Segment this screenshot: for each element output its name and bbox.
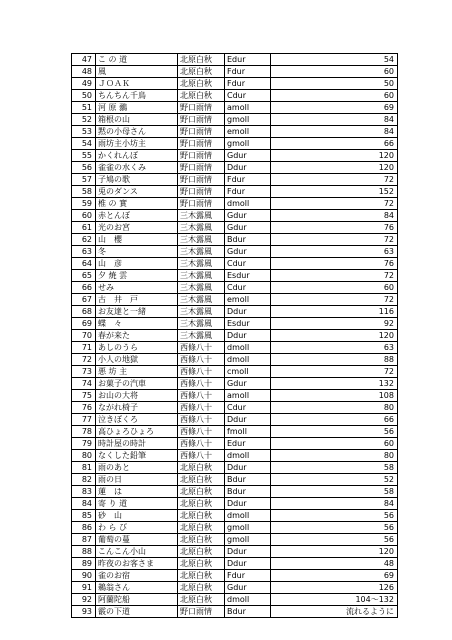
table-row [72, 522, 398, 534]
tempo-cell: 63 [271, 246, 398, 258]
song-title-cell: 悪 坊 主 [96, 366, 178, 378]
tempo-cell: 56 [271, 522, 398, 534]
table-row [72, 402, 398, 414]
song-title-cell: 光のお宮 [96, 222, 178, 234]
table-row [72, 294, 398, 306]
song-key-cell: Ddur [225, 558, 271, 570]
song-title-cell: 蓮 は [96, 486, 178, 498]
song-key-cell: Gdur [225, 582, 271, 594]
song-title-cell: お山の大将 [96, 390, 178, 402]
song-title-cell: 昨夜のお客さま [96, 558, 178, 570]
song-number-cell: 93 [72, 606, 96, 618]
lyricist-cell: 北原白秋 [178, 498, 225, 510]
song-number-cell: 58 [72, 186, 96, 198]
song-number-cell: 50 [72, 90, 96, 102]
song-number-cell: 57 [72, 174, 96, 186]
song-title-cell: 高ひょろひょろ [96, 426, 178, 438]
song-title-cell: ＪＯＡＫ [96, 78, 178, 90]
lyricist-cell: 北原白秋 [178, 462, 225, 474]
song-title-cell: 雨の日 [96, 474, 178, 486]
song-key-cell: Cdur [225, 258, 271, 270]
lyricist-cell: 北原白秋 [178, 546, 225, 558]
song-number-cell: 74 [72, 378, 96, 390]
song-key-cell: Edur [225, 438, 271, 450]
tempo-cell: 56 [271, 510, 398, 522]
song-key-cell: dmoll [225, 450, 271, 462]
song-title-cell: せみ [96, 282, 178, 294]
lyricist-cell: 野口雨情 [178, 186, 225, 198]
song-title-cell: 雀雀の水くみ [96, 162, 178, 174]
lyricist-cell: 北原白秋 [178, 582, 225, 594]
table-row [72, 342, 398, 354]
lyricist-cell: 三木露風 [178, 258, 225, 270]
song-number-cell: 84 [72, 498, 96, 510]
song-number-cell: 61 [72, 222, 96, 234]
song-title-cell: 雀のお宿 [96, 570, 178, 582]
table-row [72, 162, 398, 174]
lyricist-cell: 三木露風 [178, 246, 225, 258]
table-row [72, 126, 398, 138]
tempo-cell: 120 [271, 150, 398, 162]
song-number-cell: 51 [72, 102, 96, 114]
tempo-cell: 92 [271, 318, 398, 330]
tempo-cell: 108 [271, 390, 398, 402]
song-title-cell: こんこん小山 [96, 546, 178, 558]
song-number-cell: 67 [72, 294, 96, 306]
lyricist-cell: 野口雨情 [178, 150, 225, 162]
song-number-cell: 89 [72, 558, 96, 570]
song-number-cell: 78 [72, 426, 96, 438]
song-title-cell: こ の 道 [96, 54, 178, 66]
song-key-cell: amoll [225, 102, 271, 114]
song-title-cell: 雨のあと [96, 462, 178, 474]
lyricist-cell: 北原白秋 [178, 474, 225, 486]
song-number-cell: 82 [72, 474, 96, 486]
song-title-cell: 黙の小母さん [96, 126, 178, 138]
song-number-cell: 56 [72, 162, 96, 174]
tempo-cell: 72 [271, 270, 398, 282]
song-title-cell: なくした鉛筆 [96, 450, 178, 462]
song-title-cell: 山 彦 [96, 258, 178, 270]
song-number-cell: 88 [72, 546, 96, 558]
song-title-cell: 箱根の山 [96, 114, 178, 126]
song-key-cell: gmoll [225, 534, 271, 546]
table-row [72, 426, 398, 438]
song-title-cell: 赤とんぼ [96, 210, 178, 222]
table-row [72, 330, 398, 342]
song-title-cell: 鵜翁さん [96, 582, 178, 594]
lyricist-cell: 西條八十 [178, 402, 225, 414]
table-row [72, 246, 398, 258]
song-key-cell: Gdur [225, 150, 271, 162]
table-row [72, 90, 398, 102]
table-row [72, 366, 398, 378]
song-number-cell: 69 [72, 318, 96, 330]
table-row [72, 258, 398, 270]
tempo-cell: 60 [271, 90, 398, 102]
table-row [72, 186, 398, 198]
table-row [72, 390, 398, 402]
tempo-cell: 72 [271, 234, 398, 246]
song-key-cell: emoll [225, 126, 271, 138]
tempo-cell: 66 [271, 414, 398, 426]
song-key-cell: cmoll [225, 366, 271, 378]
lyricist-cell: 北原白秋 [178, 534, 225, 546]
song-number-cell: 65 [72, 270, 96, 282]
song-title-cell: 春が来た [96, 330, 178, 342]
song-key-cell: Gdur [225, 222, 271, 234]
lyricist-cell: 北原白秋 [178, 78, 225, 90]
lyricist-cell: 西條八十 [178, 366, 225, 378]
tempo-cell: 54 [271, 54, 398, 66]
song-key-cell: Bdur [225, 474, 271, 486]
lyricist-cell: 北原白秋 [178, 66, 225, 78]
song-number-cell: 77 [72, 414, 96, 426]
song-key-cell: gmoll [225, 138, 271, 150]
tempo-cell: 56 [271, 426, 398, 438]
table-row [72, 102, 398, 114]
song-number-cell: 83 [72, 486, 96, 498]
song-key-cell: dmoll [225, 198, 271, 210]
table-row [72, 318, 398, 330]
lyricist-cell: 野口雨情 [178, 138, 225, 150]
table-row [72, 450, 398, 462]
table-row [72, 570, 398, 582]
lyricist-cell: 北原白秋 [178, 510, 225, 522]
tempo-cell: 104～132 [271, 594, 398, 606]
lyricist-cell: 野口雨情 [178, 606, 225, 618]
song-title-cell: 河 原 鶸 [96, 102, 178, 114]
song-number-cell: 53 [72, 126, 96, 138]
song-title-cell: 砂 山 [96, 510, 178, 522]
tempo-cell: 80 [271, 402, 398, 414]
table-row [72, 474, 398, 486]
song-title-cell: 山 櫻 [96, 234, 178, 246]
song-number-cell: 71 [72, 342, 96, 354]
tempo-cell: 80 [271, 450, 398, 462]
tempo-cell: 84 [271, 114, 398, 126]
song-title-cell: 古 井 戸 [96, 294, 178, 306]
song-number-cell: 49 [72, 78, 96, 90]
tempo-cell: 76 [271, 258, 398, 270]
song-key-cell: dmoll [225, 354, 271, 366]
tempo-cell: 69 [271, 102, 398, 114]
song-key-cell: Cdur [225, 282, 271, 294]
tempo-cell: 132 [271, 378, 398, 390]
table-row [72, 78, 398, 90]
song-number-cell: 63 [72, 246, 96, 258]
song-title-cell: 雨坊主小坊主 [96, 138, 178, 150]
tempo-cell: 66 [271, 138, 398, 150]
song-number-cell: 54 [72, 138, 96, 150]
lyricist-cell: 野口雨情 [178, 114, 225, 126]
song-title-cell: お友達と一緒 [96, 306, 178, 318]
tempo-cell: 72 [271, 294, 398, 306]
lyricist-cell: 三木露風 [178, 306, 225, 318]
table-row [72, 498, 398, 510]
song-key-cell: Esdur [225, 270, 271, 282]
song-title-cell: あしのうら [96, 342, 178, 354]
tempo-cell: 63 [271, 342, 398, 354]
tempo-cell: 120 [271, 546, 398, 558]
song-number-cell: 47 [72, 54, 96, 66]
song-number-cell: 70 [72, 330, 96, 342]
table-row [72, 438, 398, 450]
table-row [72, 414, 398, 426]
lyricist-cell: 三木露風 [178, 318, 225, 330]
lyricist-cell: 西條八十 [178, 438, 225, 450]
song-key-cell: Ddur [225, 462, 271, 474]
song-number-cell: 64 [72, 258, 96, 270]
table-row [72, 198, 398, 210]
lyricist-cell: 北原白秋 [178, 54, 225, 66]
song-key-cell: Gdur [225, 246, 271, 258]
song-title-cell: 夕 焼 雲 [96, 270, 178, 282]
tempo-cell: 58 [271, 486, 398, 498]
tempo-cell: 72 [271, 198, 398, 210]
tempo-cell: 流れるように [271, 606, 398, 618]
lyricist-cell: 北原白秋 [178, 522, 225, 534]
lyricist-cell: 北原白秋 [178, 558, 225, 570]
song-title-cell: 冬 [96, 246, 178, 258]
table-row [72, 558, 398, 570]
lyricist-cell: 三木露風 [178, 222, 225, 234]
song-key-cell: Ddur [225, 414, 271, 426]
lyricist-cell: 北原白秋 [178, 486, 225, 498]
song-number-cell: 75 [72, 390, 96, 402]
song-title-cell: かくれんぼ [96, 150, 178, 162]
tempo-cell: 116 [271, 306, 398, 318]
table-row [72, 210, 398, 222]
lyricist-cell: 西條八十 [178, 390, 225, 402]
tempo-cell: 60 [271, 66, 398, 78]
song-title-cell: 風 [96, 66, 178, 78]
song-number-cell: 52 [72, 114, 96, 126]
table-row [72, 378, 398, 390]
song-number-cell: 48 [72, 66, 96, 78]
tempo-cell: 84 [271, 210, 398, 222]
lyricist-cell: 三木露風 [178, 270, 225, 282]
table-row [72, 306, 398, 318]
song-key-cell: Fdur [225, 78, 271, 90]
lyricist-cell: 野口雨情 [178, 198, 225, 210]
song-number-cell: 72 [72, 354, 96, 366]
lyricist-cell: 三木露風 [178, 282, 225, 294]
song-key-cell: Fdur [225, 570, 271, 582]
song-key-cell: Ddur [225, 498, 271, 510]
song-title-cell: ながれ椅子 [96, 402, 178, 414]
song-title-cell: 葡萄の蔓 [96, 534, 178, 546]
table-row [72, 270, 398, 282]
lyricist-cell: 野口雨情 [178, 162, 225, 174]
song-title-cell: 寄 り 道 [96, 498, 178, 510]
tempo-cell: 48 [271, 558, 398, 570]
song-number-cell: 90 [72, 570, 96, 582]
song-number-cell: 81 [72, 462, 96, 474]
tempo-cell: 69 [271, 570, 398, 582]
song-number-cell: 68 [72, 306, 96, 318]
table-row [72, 234, 398, 246]
table-row [72, 282, 398, 294]
song-key-cell: Cdur [225, 402, 271, 414]
song-number-cell: 85 [72, 510, 96, 522]
song-title-cell: わ ら び [96, 522, 178, 534]
song-title-cell: 椎 の 實 [96, 198, 178, 210]
lyricist-cell: 北原白秋 [178, 90, 225, 102]
song-title-cell: 小人の地獄 [96, 354, 178, 366]
song-key-cell: Edur [225, 54, 271, 66]
tempo-cell: 60 [271, 282, 398, 294]
tempo-cell: 72 [271, 366, 398, 378]
song-number-cell: 91 [72, 582, 96, 594]
tempo-cell: 84 [271, 498, 398, 510]
song-title-cell: 阿蘭陀船 [96, 594, 178, 606]
song-number-cell: 76 [72, 402, 96, 414]
song-title-cell: 子鳩の歌 [96, 174, 178, 186]
tempo-cell: 72 [271, 174, 398, 186]
song-key-cell: Fdur [225, 174, 271, 186]
tempo-cell: 84 [271, 126, 398, 138]
lyricist-cell: 西條八十 [178, 354, 225, 366]
song-key-cell: Bdur [225, 486, 271, 498]
table-row [72, 354, 398, 366]
lyricist-cell: 野口雨情 [178, 174, 225, 186]
tempo-cell: 120 [271, 162, 398, 174]
tempo-cell: 126 [271, 582, 398, 594]
table-row [72, 174, 398, 186]
song-title-cell: お菓子の汽車 [96, 378, 178, 390]
song-title-cell: 兎のダンス [96, 186, 178, 198]
song-key-cell: Gdur [225, 210, 271, 222]
song-number-cell: 62 [72, 234, 96, 246]
song-key-cell: gmoll [225, 114, 271, 126]
table-row [72, 534, 398, 546]
table-row [72, 54, 398, 66]
tempo-cell: 60 [271, 438, 398, 450]
table-row [72, 582, 398, 594]
song-key-cell: Fdur [225, 186, 271, 198]
table-row [72, 510, 398, 522]
song-key-cell: Ddur [225, 546, 271, 558]
song-number-cell: 59 [72, 198, 96, 210]
song-number-cell: 73 [72, 366, 96, 378]
lyricist-cell: 西條八十 [178, 378, 225, 390]
tempo-cell: 88 [271, 354, 398, 366]
tempo-cell: 52 [271, 474, 398, 486]
song-key-cell: Fdur [225, 66, 271, 78]
song-number-cell: 86 [72, 522, 96, 534]
song-key-cell: Bdur [225, 606, 271, 618]
lyricist-cell: 西條八十 [178, 426, 225, 438]
song-rows [72, 54, 398, 618]
song-table [71, 53, 398, 618]
table-row [72, 222, 398, 234]
lyricist-cell: 野口雨情 [178, 126, 225, 138]
lyricist-cell: 西條八十 [178, 450, 225, 462]
tempo-cell: 120 [271, 330, 398, 342]
song-key-cell: Bdur [225, 234, 271, 246]
lyricist-cell: 三木露風 [178, 294, 225, 306]
table-row [72, 606, 398, 618]
tempo-cell: 152 [271, 186, 398, 198]
table-row [72, 462, 398, 474]
lyricist-cell: 三木露風 [178, 330, 225, 342]
lyricist-cell: 西條八十 [178, 414, 225, 426]
song-title-cell: 霰の下道 [96, 606, 178, 618]
table-row [72, 114, 398, 126]
song-key-cell: dmoll [225, 510, 271, 522]
song-title-cell: 蝶 々 [96, 318, 178, 330]
tempo-cell: 76 [271, 222, 398, 234]
song-key-cell: fmoll [225, 426, 271, 438]
song-key-cell: Ddur [225, 330, 271, 342]
song-number-cell: 60 [72, 210, 96, 222]
lyricist-cell: 三木露風 [178, 210, 225, 222]
song-title-cell: 泣きぼくろ [96, 414, 178, 426]
tempo-cell: 58 [271, 462, 398, 474]
table-row [72, 66, 398, 78]
song-number-cell: 80 [72, 450, 96, 462]
song-key-cell: Cdur [225, 90, 271, 102]
song-key-cell: Ddur [225, 162, 271, 174]
lyricist-cell: 北原白秋 [178, 594, 225, 606]
song-key-cell: Gdur [225, 378, 271, 390]
tempo-cell: 50 [271, 78, 398, 90]
song-key-cell: amoll [225, 390, 271, 402]
song-key-cell: Ddur [225, 306, 271, 318]
song-key-cell: emoll [225, 294, 271, 306]
table-row [72, 546, 398, 558]
song-key-cell: dmoll [225, 594, 271, 606]
song-key-cell: Esdur [225, 318, 271, 330]
song-number-cell: 55 [72, 150, 96, 162]
song-key-cell: gmoll [225, 522, 271, 534]
lyricist-cell: 三木露風 [178, 234, 225, 246]
song-number-cell: 66 [72, 282, 96, 294]
table-row [72, 486, 398, 498]
song-title-cell: 時計屋の時計 [96, 438, 178, 450]
song-number-cell: 79 [72, 438, 96, 450]
song-title-cell: ちんちん千鳥 [96, 90, 178, 102]
lyricist-cell: 北原白秋 [178, 570, 225, 582]
table-row [72, 594, 398, 606]
tempo-cell: 56 [271, 534, 398, 546]
song-key-cell: dmoll [225, 342, 271, 354]
table-row [72, 150, 398, 162]
song-number-cell: 87 [72, 534, 96, 546]
table-row [72, 138, 398, 150]
lyricist-cell: 西條八十 [178, 342, 225, 354]
lyricist-cell: 野口雨情 [178, 102, 225, 114]
song-number-cell: 92 [72, 594, 96, 606]
